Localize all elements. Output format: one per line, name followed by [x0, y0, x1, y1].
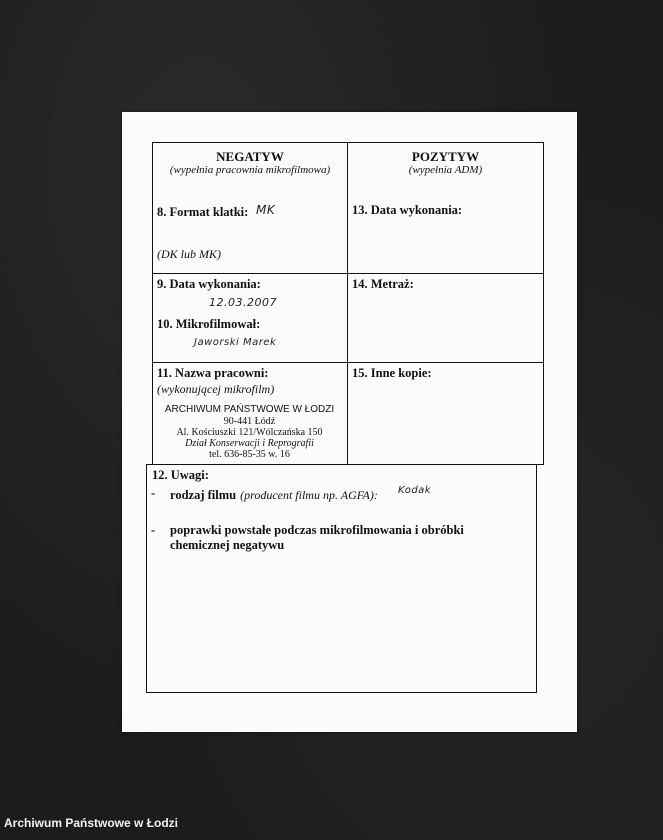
format-label: 8. Format klatki: — [157, 205, 249, 219]
kopie-label: 15. Inne kopie: — [352, 366, 432, 380]
uwagi-item-2-line-2: chemicznej negatywu — [170, 538, 285, 552]
negatyw-title: NEGATYW — [216, 149, 284, 164]
nazwa-label: 11. Nazwa pracowni: — [157, 366, 269, 380]
date-value: 12.03.2007 — [209, 296, 277, 309]
stamp-line-5: tel. 636-85-35 w. 16 — [209, 449, 290, 460]
footer-archive-name: Archiwum Państwowe w Łodzi — [4, 816, 179, 830]
uwagi-dash-1: - — [151, 486, 156, 500]
form-card — [122, 112, 577, 732]
nazwa-hint: (wykonującej mikrofilm) — [157, 382, 275, 396]
pozytyw-subtitle: (wypełnia ADM) — [408, 164, 483, 176]
negatyw-subtitle: (wypełnia pracownia mikrofilmowa) — [169, 164, 331, 176]
pozytyw-title: POZYTYW — [411, 149, 480, 164]
uwagi-dash-2: - — [151, 523, 156, 537]
stamp-line-2: 90-441 Łódź — [223, 416, 276, 427]
pozytyw-date-label: 13. Data wykonania: — [352, 203, 463, 217]
uwagi-item-2-line-1: poprawki powstałe podczas mikrofilmowania i obróbki — [170, 523, 464, 537]
uwagi-item-1 — [170, 486, 378, 504]
item1-bold: rodzaj filmu — [170, 488, 237, 502]
mikro-value: Jaworski Marek — [194, 337, 277, 348]
date-label: 9. Data wykonania: — [157, 277, 261, 291]
metraz-label: 14. Metraż: — [352, 277, 414, 291]
stamp-line-3: Al. Kościuszki 121/Wólczańska 150 — [176, 427, 323, 438]
item1-value: Kodak — [398, 485, 432, 496]
item1-italic: (producent filmu np. AGFA): — [240, 488, 378, 502]
format-hint: (DK lub MK) — [157, 247, 221, 261]
format-value: MK — [256, 203, 276, 217]
mikro-label: 10. Mikrofilmował: — [157, 317, 261, 331]
stamp-line-1: ARCHIWUM PAŃSTWOWE W ŁODZI — [164, 404, 335, 415]
uwagi-label: 12. Uwagi: — [152, 468, 209, 482]
stamp-line-4: Dział Konserwacji i Reprografii — [185, 438, 314, 449]
archive-stamp — [158, 404, 341, 462]
